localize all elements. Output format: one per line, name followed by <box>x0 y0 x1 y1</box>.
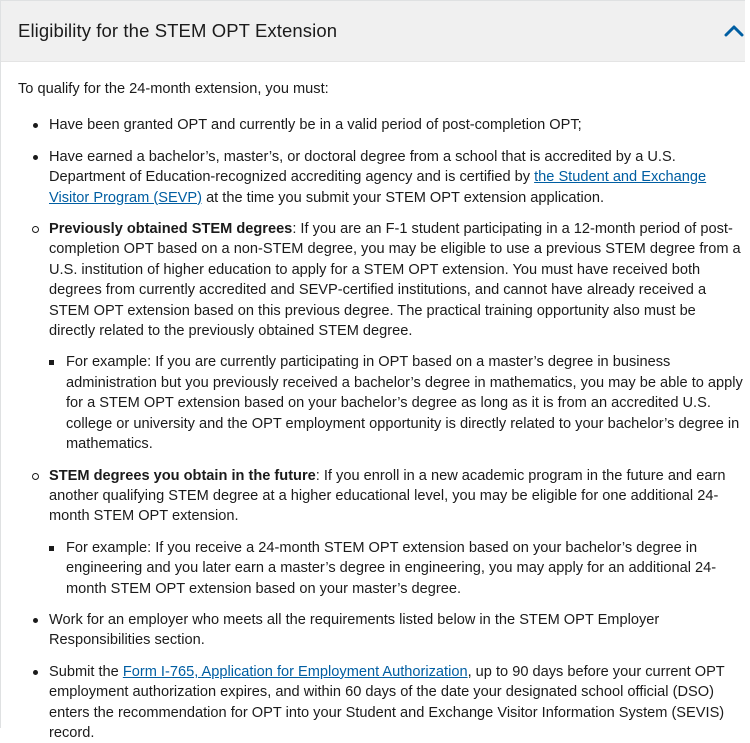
list-item <box>48 352 745 454</box>
accordion-content <box>1 62 745 743</box>
intro-text: To qualify for the 24-month extension, you must: <box>18 81 329 97</box>
list-item <box>31 466 745 599</box>
form-i765-link[interactable]: Form I-765, Application for Employment Authorization <box>122 663 468 680</box>
requirement-text: at the time you submit your STEM OPT extension application. <box>202 189 605 206</box>
list-item <box>18 662 745 743</box>
list-item <box>18 147 745 599</box>
sublist-text: : If you are an F-1 student participating in a 12-month period of post-completion OPT based on a non-STEM degree, you may be eligible to use a previous STEM degree from a U.S. institution of higher education to apply for a STEM OPT extension. You must have received both degrees from currently accredited and SEVP-certified institutions, and cannot have already received a STEM OPT extension based on this previous degree. The practical training opportunity also must be directly related to the previously obtained STEM degree. <box>49 221 741 340</box>
sublist-heading: Previously obtained STEM degrees <box>49 221 293 238</box>
chevron-up-icon[interactable] <box>723 20 745 42</box>
list-item <box>48 538 745 599</box>
example-text: For example: If you are currently participating in OPT based on a master’s degree in business administration but you previously received a bachelor’s degree in mathematics, you may be able to apply for a STEM OPT extension based on your bachelor’s degree as long as it is from an accredited U.S. college or university and the OPT employment opportunity is directly related to your bachelor’s degree in mathematics. <box>66 354 743 453</box>
requirement-text: , up to 90 days before your current OPT employment authorization expires, and within 60 days of the date your designated school official (DSO) enters the recommendation for OPT into your Student and Exchange Visitor Information System (SEVIS) record. <box>49 663 725 741</box>
sublist-heading: STEM degrees you obtain in the future <box>49 467 316 484</box>
sublist-text: : If you enroll in a new academic program in the future and earn another qualifying STEM degree at a higher educational level, you may be eligible for one additional 24-month STEM OPT extension. <box>49 467 726 525</box>
accordion-title: Eligibility for the STEM OPT Extension <box>18 20 338 41</box>
requirement-text: Submit the <box>49 663 123 680</box>
requirement-text: Work for an employer who meets all the requirements listed below in the STEM OPT Employer Responsibilities section. <box>49 611 660 649</box>
sevp-link[interactable]: the Student and Exchange Visitor Program (SEVP) <box>49 169 707 206</box>
requirements-list <box>18 115 745 743</box>
degree-sublist <box>31 219 745 599</box>
list-item <box>18 115 745 135</box>
example-list <box>48 538 745 599</box>
example-list <box>48 352 745 454</box>
list-item <box>31 219 745 454</box>
requirement-text: Have been granted OPT and currently be in a valid period of post-completion OPT; <box>49 117 582 134</box>
example-text: For example: If you receive a 24-month STEM OPT extension based on your bachelor’s degree in engineering and you later earn a master’s degree in engineering, you may apply for an additional 24-month STEM OPT extension based on your master’s degree. <box>66 539 717 597</box>
requirement-text: Have earned a bachelor’s, master’s, or doctoral degree from a school that is accredited by a U.S. Department of Education-recognized accrediting agency and is certified by <box>49 148 676 186</box>
list-item <box>18 610 745 651</box>
accordion-header[interactable] <box>1 1 745 62</box>
